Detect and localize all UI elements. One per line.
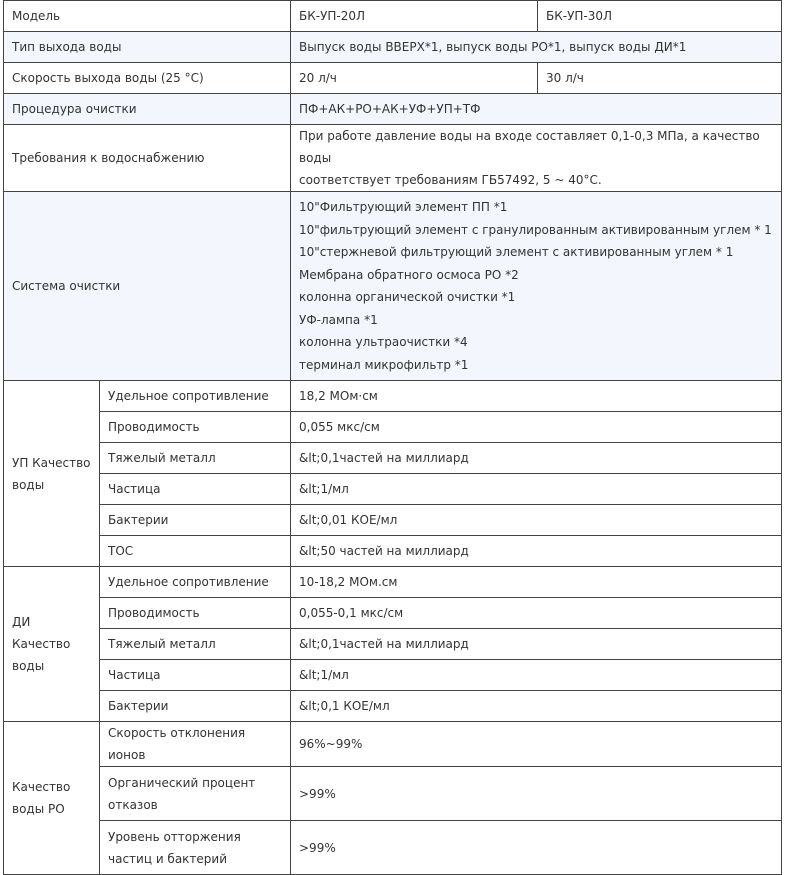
row-model <box>4 1 782 32</box>
label-ro-line1: Качество <box>12 780 71 794</box>
system-item: Мембрана обратного осмоса РО *2 <box>299 267 519 282</box>
system-item: колонна органической очистки *1 <box>299 290 516 304</box>
system-item: 10"фильтрующий элемент с гранулированным активированным углем * 1 <box>299 222 772 237</box>
label-supply: Требования к водоснабжению <box>4 125 291 192</box>
value-outlet: Выпуск воды ВВЕРХ*1, выпуск воды РО*1, выпуск воды ДИ*1 <box>291 32 782 63</box>
param-name-line1: Уровень отторжения <box>108 829 241 844</box>
param-name: Частица <box>100 474 291 505</box>
supply-line-2: соответствует требованиям ГБ57492, 5 ~ 40°С. <box>299 173 602 187</box>
row-di-3 <box>4 660 782 691</box>
row-up-1 <box>4 412 782 443</box>
param-value: 10-18,2 МОм.см <box>291 567 782 598</box>
system-item: колонна ультраочистки *4 <box>299 335 468 349</box>
param-name-line2: отказов <box>108 797 158 812</box>
row-di-1 <box>4 598 782 629</box>
param-name: Удельное сопротивление <box>100 567 291 598</box>
row-ro-1 <box>4 767 782 821</box>
param-value: >99% <box>291 767 782 821</box>
param-name: Тяжелый металл <box>100 629 291 660</box>
row-system <box>4 192 782 381</box>
label-speed: Скорость выхода воды (25 °С) <box>4 63 291 94</box>
row-supply <box>4 125 782 192</box>
row-ro-0 <box>4 722 782 767</box>
param-name-line1: Органический процент <box>108 775 256 790</box>
param-name: Проводимость <box>100 598 291 629</box>
param-name: Частица <box>100 660 291 691</box>
param-value: >99% <box>291 821 782 875</box>
system-item: терминал микрофильтр *1 <box>299 357 469 372</box>
label-model: Модель <box>4 1 291 32</box>
param-name: Скорость отклонения ионов <box>100 722 291 767</box>
value-model-30: БК-УП-30Л <box>538 1 782 32</box>
label-di-line1: ДИ Качество <box>12 615 71 651</box>
row-outlet <box>4 32 782 63</box>
param-name: Удельное сопротивление <box>100 381 291 412</box>
row-di-0 <box>4 567 782 598</box>
value-supply <box>291 125 782 192</box>
param-name <box>100 821 291 875</box>
param-value: 18,2 МОм·см <box>291 381 782 412</box>
param-value: &lt;0,01 КОЕ/мл <box>291 505 782 536</box>
param-value: &lt;0,1 КОЕ/мл <box>291 691 782 722</box>
param-value: 0,055-0,1 мкс/см <box>291 598 782 629</box>
label-up-line1: УП Качество <box>12 455 91 470</box>
param-name-line2: частиц и бактерий <box>108 851 228 866</box>
param-value: &lt;50 частей на миллиард <box>291 536 782 567</box>
label-up-line2: воды <box>12 477 45 492</box>
param-value: &lt;0,1частей на миллиард <box>291 443 782 474</box>
label-outlet: Тип выхода воды <box>4 32 291 63</box>
row-speed <box>4 63 782 94</box>
row-up-4 <box>4 505 782 536</box>
row-up-0 <box>4 381 782 412</box>
value-speed-30: 30 л/ч <box>538 63 782 94</box>
value-procedure: ПФ+АК+РО+АК+УФ+УП+ТФ <box>291 94 782 125</box>
label-ro-line2: воды РО <box>12 802 65 816</box>
param-name <box>100 767 291 821</box>
row-ro-2 <box>4 821 782 875</box>
spec-table <box>3 0 782 875</box>
label-system: Система очистки <box>4 192 291 381</box>
param-name: Проводимость <box>100 412 291 443</box>
param-value: &lt;1/мл <box>291 474 782 505</box>
param-name: Бактерии <box>100 505 291 536</box>
param-value: 0,055 мкс/см <box>291 412 782 443</box>
row-up-5 <box>4 536 782 567</box>
row-di-4 <box>4 691 782 722</box>
label-up <box>4 381 100 567</box>
label-ro <box>4 722 100 875</box>
label-procedure: Процедура очистки <box>4 94 291 125</box>
param-value: &lt;0,1частей на миллиард <box>291 629 782 660</box>
system-item: 10"стержневой фильтрующий элемент с активированным углем * 1 <box>299 245 734 259</box>
row-di-2 <box>4 629 782 660</box>
row-procedure <box>4 94 782 125</box>
row-up-2 <box>4 443 782 474</box>
system-item: 10"Фильтрующий элемент ПП *1 <box>299 200 508 214</box>
param-value: &lt;1/мл <box>291 660 782 691</box>
system-item: УФ-лампа *1 <box>299 312 378 327</box>
value-model-20: БК-УП-20Л <box>291 1 538 32</box>
label-di <box>4 567 100 722</box>
supply-line-1: При работе давление воды на входе составляет 0,1-0,3 МПа, а качество воды <box>299 129 760 165</box>
label-di-line2: воды <box>12 659 45 673</box>
system-items <box>291 192 782 381</box>
param-name: ТОС <box>100 536 291 567</box>
param-value: 96%~99% <box>291 722 782 767</box>
param-name: Тяжелый металл <box>100 443 291 474</box>
value-speed-20: 20 л/ч <box>291 63 538 94</box>
row-up-3 <box>4 474 782 505</box>
param-name: Бактерии <box>100 691 291 722</box>
